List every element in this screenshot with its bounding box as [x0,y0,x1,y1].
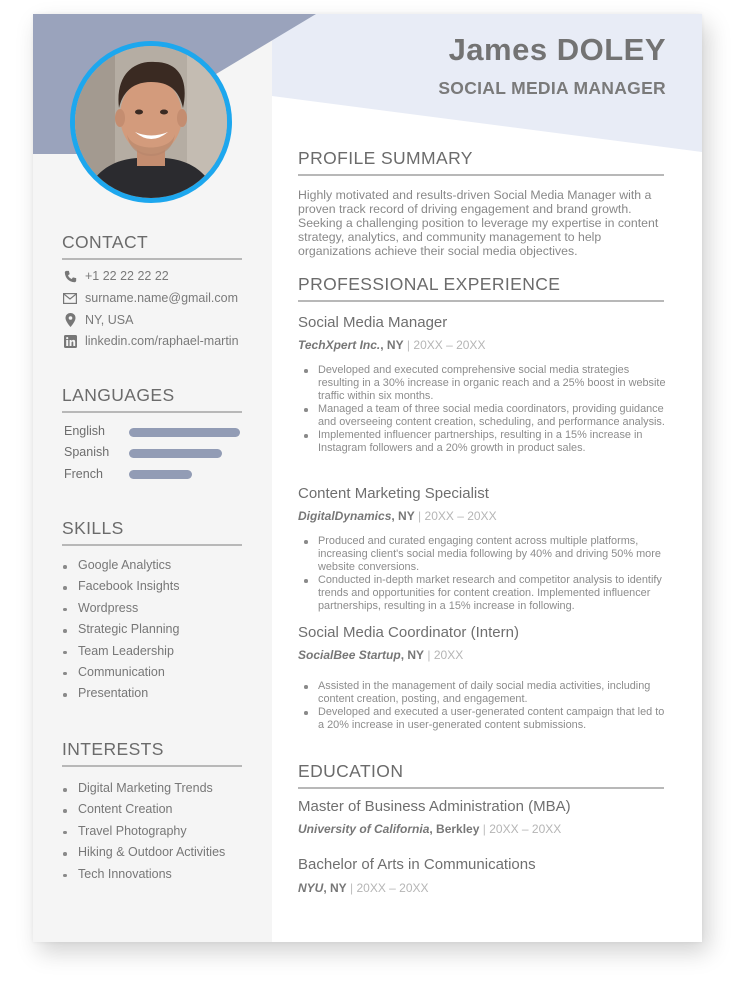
contact-phone[interactable] [62,268,169,284]
contact-email-text: surname.name@gmail.com [85,291,239,305]
list-item: Google Analytics [63,555,179,576]
job-dates: 20XX – 20XX [413,338,486,352]
contact-location [62,312,133,328]
job-dates: 20XX [433,648,464,662]
job-meta [298,509,497,523]
skills-list [63,555,179,705]
school-name: NYU [298,881,324,895]
profile-photo [70,41,232,203]
company-location: , NY [380,338,404,352]
company-name: DigitalDynamics [298,509,392,523]
languages-heading: LANGUAGES [62,385,242,413]
language-level-bar [129,449,222,458]
profile-summary-heading: PROFILE SUMMARY [298,148,664,176]
job-title: Social Media Manager [298,314,448,331]
company-location: , NY [400,648,425,662]
interests-list [63,778,225,885]
job-title: Social Media Coordinator (Intern) [298,624,519,641]
location-pin-icon [62,313,78,327]
list-item: Team Leadership [63,641,179,662]
contact-location-text: NY, USA [85,313,134,327]
experience-heading: PROFESSIONAL EXPERIENCE [298,274,664,302]
job-meta [298,648,463,662]
language-english: English [64,424,105,438]
contact-email[interactable] [62,290,238,306]
profile-summary-text: Highly motivated and results-driven Social Media Manager with a proven track record of driving engagement and brand growth. Seeking a challenging position to leverage my expertise in content strategy, analytics, and community management to help organizations achieve their social media objectives. [298,188,659,258]
duty-item: Produced and curated engaging content across multiple platforms, increasing client's social media following by 40% and driving 50% more website conversions. [303,535,669,574]
meta-separator: | [479,822,490,836]
school-location: , Berkley [429,822,480,836]
job-duties [303,680,669,732]
linkedin-icon [62,334,78,348]
resume-page [33,14,702,942]
list-item: Facebook Insights [63,576,179,597]
language-spanish: Spanish [64,445,110,459]
list-item: Wordpress [63,598,179,619]
company-name: TechXpert Inc. [298,338,381,352]
duty-item: Implemented influencer partnerships, resulting in a 15% increase in Instagram followers and a 20% growth in product sales. [303,429,669,455]
degree-title: Bachelor of Arts in Communications [298,856,536,873]
candidate-title: SOCIAL MEDIA MANAGER [438,78,666,98]
language-level-bar [129,428,240,437]
list-item: Strategic Planning [63,619,179,640]
duty-item: Managed a team of three social media coordinators, providing guidance and overseeing content creation, scheduling, and performance analysis. [303,403,669,429]
list-item: Digital Marketing Trends [63,778,225,799]
list-item: Content Creation [63,799,225,820]
school-meta [298,881,429,895]
list-item: Tech Innovations [63,864,225,885]
duty-item: Developed and executed comprehensive social media strategies resulting in a 30% increase in organic reach and a 25% boost in website traffic within six months. [303,364,669,403]
candidate-name: James DOLEY [448,32,666,67]
list-item: Travel Photography [63,821,225,842]
meta-separator: | [346,881,357,895]
contact-phone-text: +1 22 22 22 22 [85,269,169,283]
language-level-bar [129,470,192,479]
list-item: Presentation [63,683,179,704]
skills-heading: SKILLS [62,518,242,546]
interests-heading: INTERESTS [62,739,242,767]
contact-linkedin-text: linkedin.com/raphael-martin [85,334,239,348]
meta-separator: | [414,509,425,523]
person-portrait-icon [75,46,227,198]
language-french: French [64,467,103,481]
mail-icon [62,291,78,305]
job-duties [303,535,669,613]
list-item: Communication [63,662,179,683]
company-location: , NY [391,509,415,523]
school-location: , NY [323,881,347,895]
phone-icon [62,269,78,283]
meta-separator: | [424,648,434,662]
education-dates: 20XX – 20XX [356,881,429,895]
school-meta [298,822,561,836]
education-dates: 20XX – 20XX [489,822,562,836]
duty-item: Conducted in-depth market research and competitor analysis to identify trends and opportunities for content creation. Implemented influencer partnerships, resulting in a 15% increase in following. [303,574,669,613]
job-duties [303,364,669,455]
company-name: SocialBee Startup [298,648,401,662]
duty-item: Assisted in the management of daily social media activities, including content creation, posting, and engagement. [303,680,669,706]
degree-title: Master of Business Administration (MBA) [298,798,571,815]
job-meta [298,338,485,352]
contact-linkedin[interactable] [62,333,239,349]
list-item: Hiking & Outdoor Activities [63,842,225,863]
duty-item: Developed and executed a user-generated content campaign that led to a 20% increase in user-generated content submissions. [303,706,669,732]
contact-heading: CONTACT [62,232,242,260]
job-title: Content Marketing Specialist [298,485,489,502]
job-dates: 20XX – 20XX [424,509,497,523]
school-name: University of California [298,822,430,836]
education-heading: EDUCATION [298,761,664,789]
meta-separator: | [403,338,414,352]
